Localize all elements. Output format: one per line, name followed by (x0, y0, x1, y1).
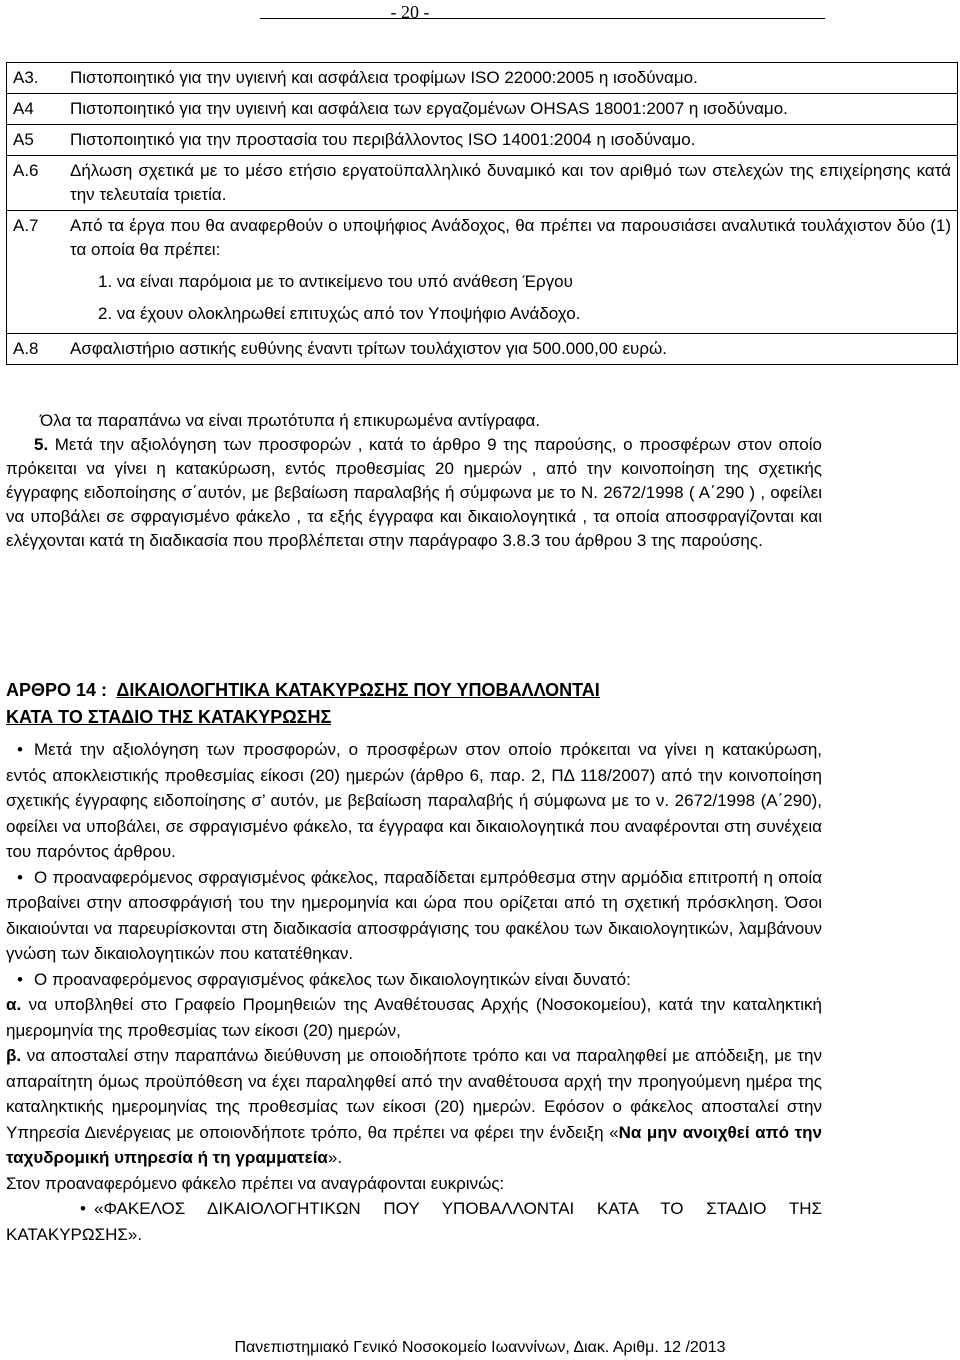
item-5-paragraph (6, 433, 822, 553)
bullet-item: Ο προαναφερόμενος σφραγισμένος φάκελος, παραδίδεται εμπρόθεσμα στην αρμόδια επιτροπή η οποία προβαίνει στην αποσφράγισή του την ημερομηνία και ώρα που ορίζεται από τη σχετική πρόσκληση. Όσοι δικαιούνται να παρευρίσκονται στη διαδικασία αποσφράγισης του φακέλου των δικαιολογητικών, λαμβάνουν γνώση των δικαιολογητικών που κατατέθηκαν. (6, 867, 822, 963)
option-b-bold: Να μην ανοιχθεί από την ταχυδρομική υπηρεσία ή τη γραμματεία (6, 1122, 822, 1167)
table-row (7, 125, 958, 156)
row-code: A4 (7, 94, 65, 125)
article-title-line1: ΔΙΚΑΙΟΛΟΓΗΤΙΚΑ ΚΑΤΑΚΥΡΩΣΗΣ ΠΟΥ ΥΠΟΒΑΛΛΟΝΤΑΙ (116, 680, 600, 700)
table-row (7, 334, 958, 365)
row-code: A.8 (7, 334, 65, 365)
option-a-text: να υποβληθεί στο Γραφείο Προμηθειών της Αναθέτουσας Αρχής (Νοσοκομείου), κατά την καταληκτική ημερομηνία της προθεσμίας των είκοσι (20) ημερών, (6, 995, 822, 1040)
article-title-line2: ΚΑΤΑ ΤΟ ΣΤΑΔΙΟ ΤΗΣ ΚΑΤΑΚΥΡΩΣΗΣ (6, 707, 332, 727)
sub-item: 1. να είναι παρόμοια με το αντικείμενο του υπό ανάθεση Έργου (98, 272, 573, 291)
row-code: A.7 (7, 211, 65, 334)
header-rule (260, 18, 825, 19)
item-5-text: Μετά την αξιολόγηση των προσφορών , κατά το άρθρο 9 της παρούσης, ο προσφέρων στον οποίο πρόκειται να γίνει η κατακύρωση, εντός προθεσμίας 20 ημερών , από την κοινοποίηση της σχετικής έγγραφης ειδοποίησης σ΄αυτόν, με βεβαίωση παραλαβής ή σύμφωνα με το Ν. 2672/1998 ( Α΄290 ) , οφείλει να υποβάλει σε σφραγισμένο φάκελο , τα εξής έγγραφα και δικαιολογητικά , τα οποία αποσφραγίζονται και ελέγχονται κατά τη διαδικασία που προβλέπεται στην παράγραφο 3.8.3 του άρθρου 3 της παρούσης. (6, 435, 822, 550)
table-row (7, 63, 958, 94)
envelope-intro: Στον προαναφερόμενο φάκελο πρέπει να αναγράφονται ευκρινώς: (6, 1173, 505, 1193)
bullet-icon: • (17, 740, 23, 759)
bullet-item: Μετά την αξιολόγηση των προσφορών, ο προσφέρων στον οποίο πρόκειται να γίνει η κατακύρωση, εντός αποκλειστικής προθεσμίας είκοσι (20) ημερών (άρθρο 6, παρ. 2, ΠΔ 118/2007) από την κοινοποίηση σχετικής έγγραφης ειδοποίησης σ’ αυτόν, με βεβαίωση παραλαβής ή σύμφωνα με το ν. 2672/1998 (Α΄290), οφείλει να υποβάλει, σε σφραγισμένο φάκελο, τα έγγραφα και δικαιολογητικά που αναφέρονται στη συνέχεια του παρόντος άρθρου. (6, 740, 822, 861)
option-b-end: ». (327, 1148, 343, 1167)
option-b-label: β. (6, 1046, 22, 1065)
row-text: Δήλωση σχετικά με το μέσο ετήσιο εργατοϋπαλληλικό δυναμικό και τον αριθμό των στελεχών της επιχείρησης κατά την τελευταία τριετία. (64, 156, 958, 211)
envelope-label: «ΦΑΚΕΛΟΣ ΔΙΚΑΙΟΛΟΓΗΤΙΚΩΝ ΠΟΥ ΥΠΟΒΑΛΛΟΝΤΑΙ ΚΑΤΑ ΤΟ ΣΤΑΔΙΟ ΤΗΣ ΚΑΤΑΚΥΡΩΣΗΣ». (6, 1199, 822, 1244)
row-code: A.6 (7, 156, 65, 211)
sub-item: 2. να έχουν ολοκληρωθεί επιτυχώς από τον Υποψήφιο Ανάδοχο. (98, 304, 581, 323)
bullet-icon: • (17, 867, 23, 887)
bullet-item: Ο προαναφερόμενος σφραγισμένος φάκελος των δικαιολογητικών είναι δυνατό: (34, 969, 631, 989)
originals-note: Όλα τα παραπάνω να είναι πρωτότυπα ή επικυρωμένα αντίγραφα. (40, 411, 541, 430)
row-text: Από τα έργα που θα αναφερθούν ο υποψήφιος Ανάδοχος, θα πρέπει να παρουσιάσει αναλυτικά τουλάχιστον δύο (1) τα οποία θα πρέπει: (70, 216, 951, 259)
row-text: Πιστοποιητικό για την υγιεινή και ασφάλεια των εργαζομένων OHSAS 18001:2007 η ισοδύναμο. (64, 94, 958, 125)
bullet-list (6, 737, 822, 1247)
row-text: Πιστοποιητικό για την προστασία του περιβάλλοντος ISO 14001:2004 η ισοδύναμο. (64, 125, 958, 156)
footer: Πανεπιστημιακό Γενικό Νοσοκομείο Ιωαννίνων, Διακ. Αριθμ. 12 /2013 (234, 1339, 726, 1356)
sub-list (98, 266, 951, 330)
option-a-label: α. (6, 995, 22, 1014)
table-row (7, 94, 958, 125)
item-5-number: 5. (34, 435, 49, 454)
article-heading (6, 678, 600, 703)
bullet-icon: • (17, 969, 23, 989)
row-text: Ασφαλιστήριο αστικής ευθύνης έναντι τρίτων τουλάχιστον για 500.000,00 ευρώ. (64, 334, 958, 365)
row-code: A3. (7, 63, 65, 94)
requirements-table (6, 62, 958, 365)
envelope-bullet-icon: • (80, 1199, 86, 1218)
table-row (7, 211, 958, 334)
page-number: - 20 - (390, 2, 430, 22)
option-b-text: να αποσταλεί στην παραπάνω διεύθυνση με οποιοδήποτε τρόπο και να παραληφθεί με απόδειξη, με την απαραίτητη όμως προϋπόθεση να έχει παραληφθεί από την αναθέτουσα αρχή την προηγούμενη ημέρα της καταληκτικής ημερομηνίας της προθεσμίας των είκοσι (20) ημερών. Εφόσον ο φάκελος αποσταλεί στην Υπηρεσία Διενέργειας με οποιονδήποτε τρόπο, θα πρέπει να φέρει την ένδειξη « (6, 1046, 822, 1142)
row-code: A5 (7, 125, 65, 156)
article-prefix: ΑΡΘΡΟ 14 : (6, 680, 108, 700)
row-text: Πιστοποιητικό για την υγιεινή και ασφάλεια τροφίμων ISO 22000:2005 η ισοδύναμο. (64, 63, 958, 94)
table-row (7, 156, 958, 211)
